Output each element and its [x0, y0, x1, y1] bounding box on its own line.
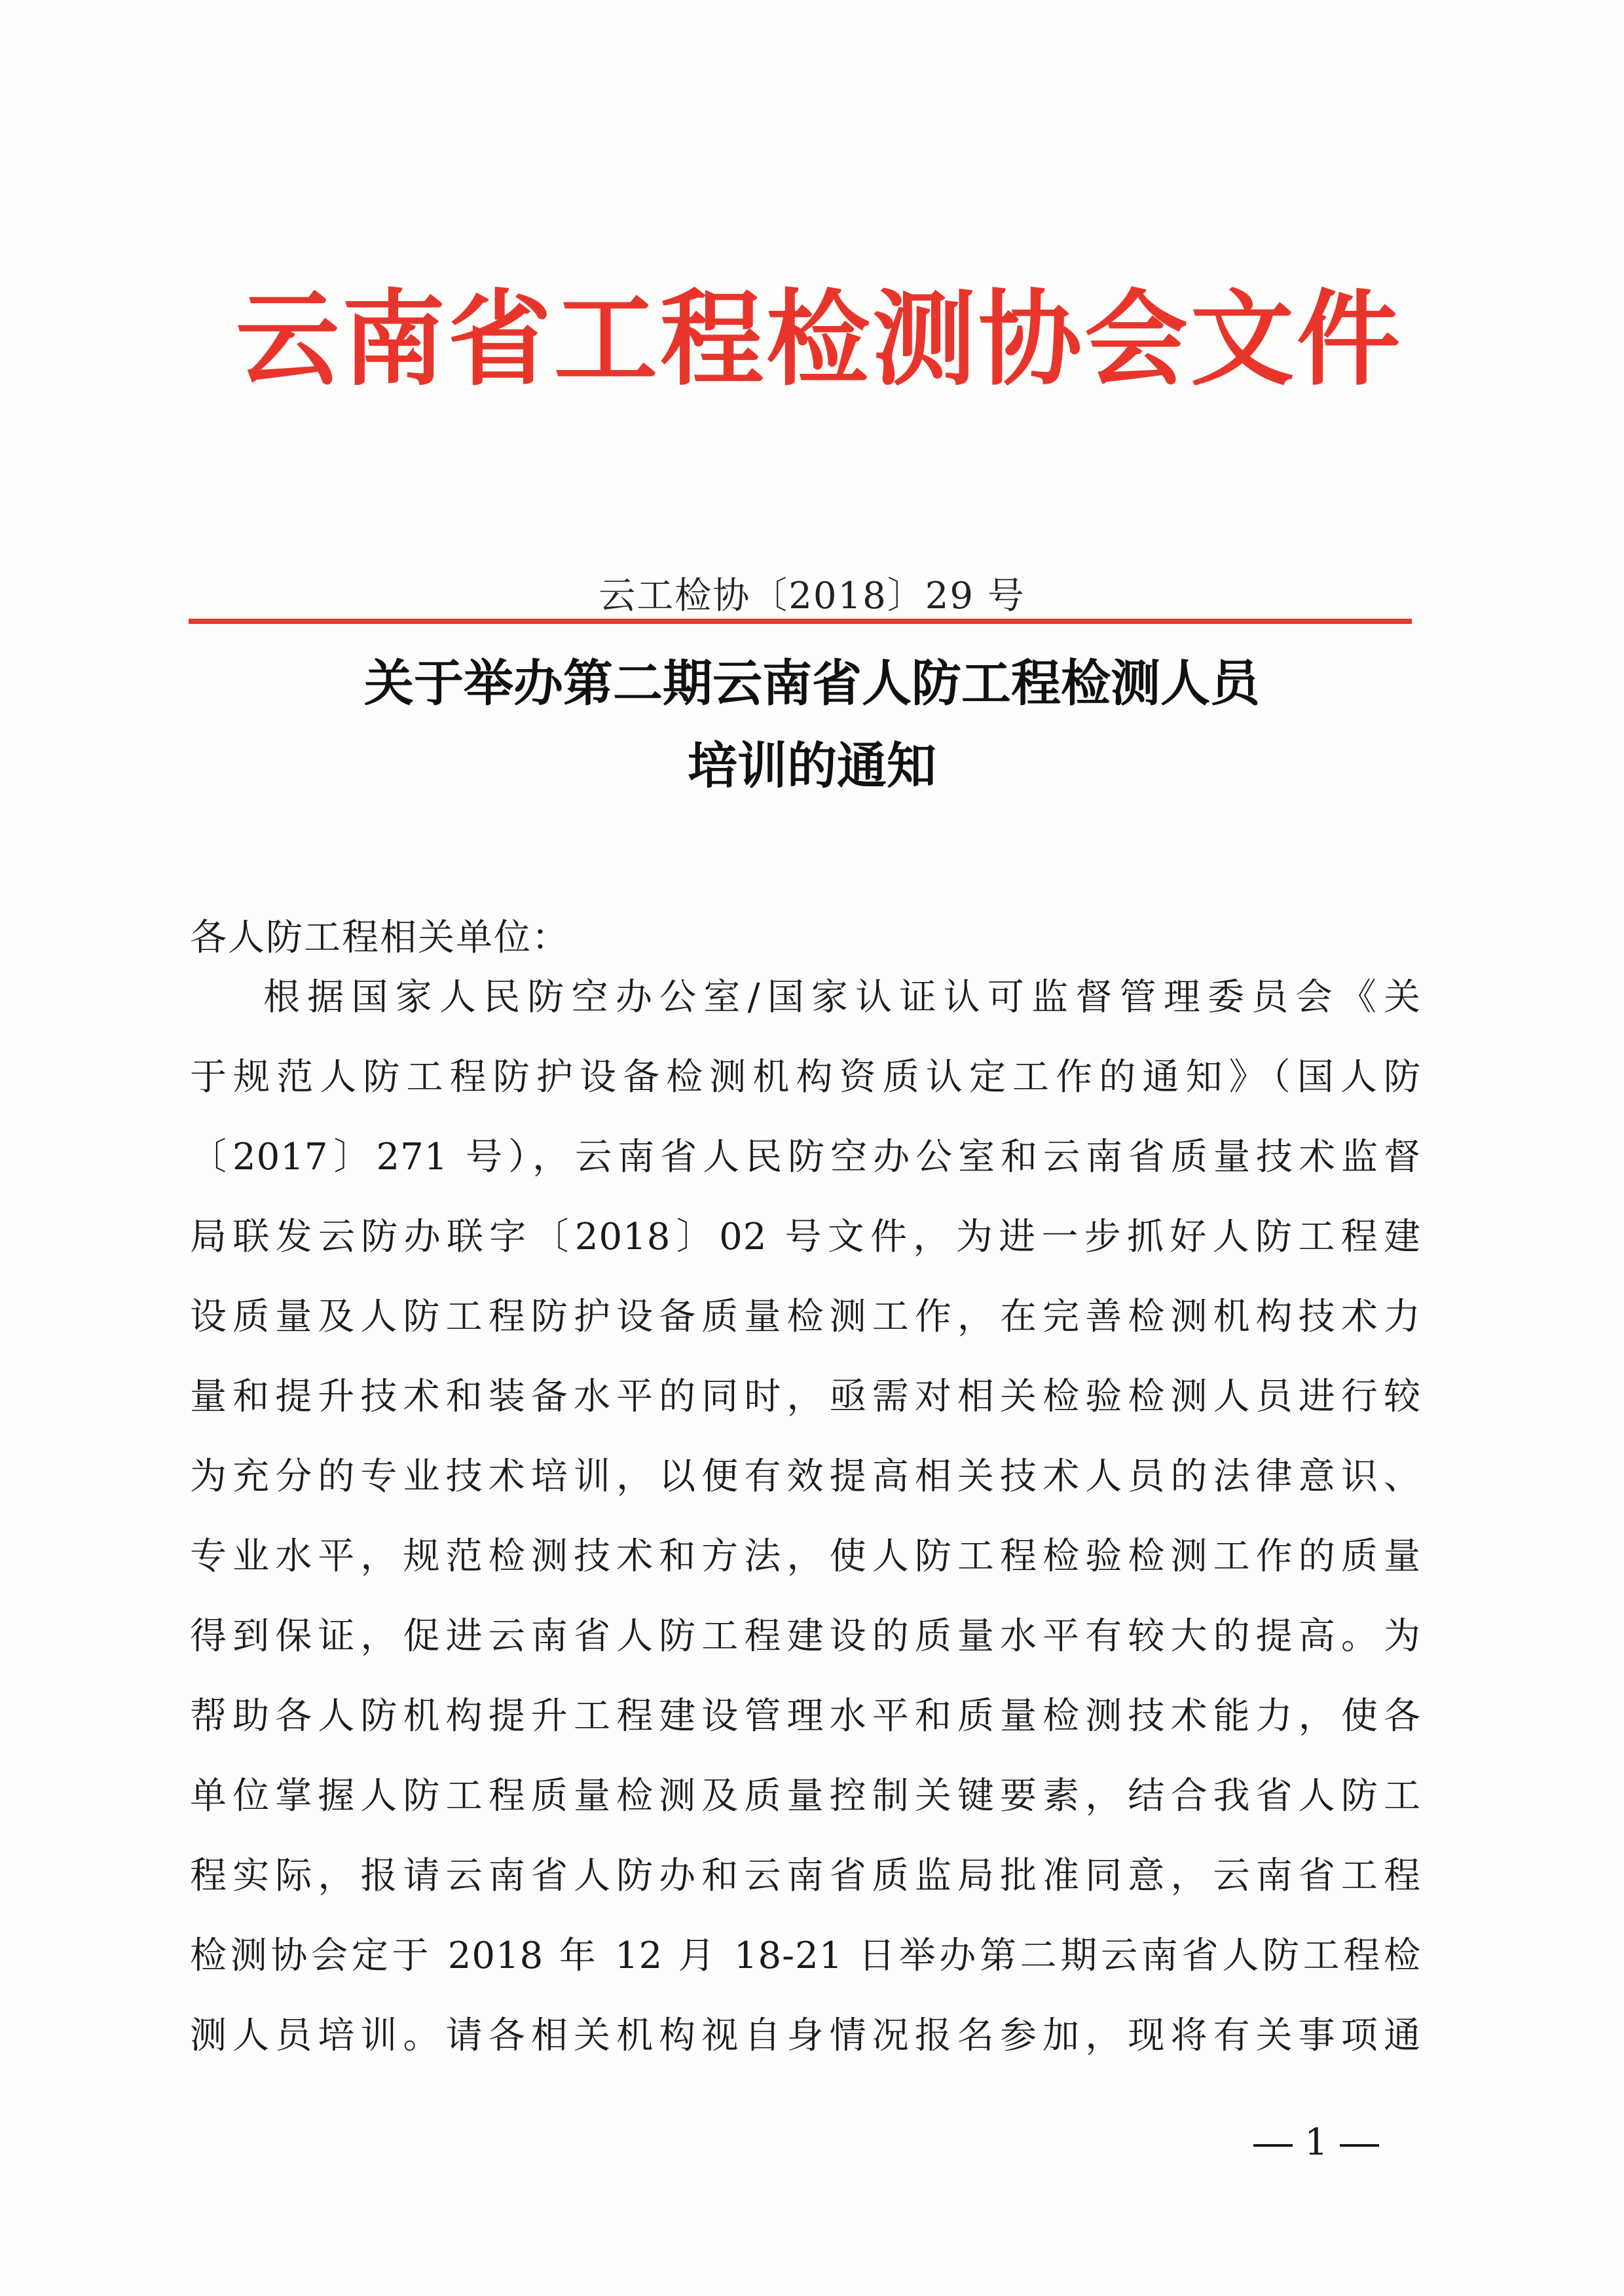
body-line: 于规范人防工程防护设备检测机构资质认定工作的通知》（国人防 [190, 1056, 1421, 1099]
body-line: 得到保证，促进云南省人防工程建设的质量水平有较大的提高。为 [190, 1615, 1421, 1658]
document-header-title: 云南省工程检测协会文件 [236, 280, 1403, 400]
notice-title-line-1: 关于举办第二期云南省人防工程检测人员 [364, 654, 1260, 712]
body-line: 测人员培训。请各相关机构视自身情况报名参加，现将有关事项通 [190, 2014, 1421, 2057]
body-line: 根据国家人民防空办公室/国家认证认可监督管理委员会《关 [263, 976, 1421, 1019]
page-number-dash-left [1253, 2144, 1293, 2147]
body-line: 设质量及人防工程防护设备质量检测工作，在完善检测机构技术力 [190, 1296, 1421, 1338]
body-line: 为充分的专业技术培训，以便有效提高相关技术人员的法律意识、 [190, 1455, 1421, 1498]
document-number: 云工检协〔2018〕29 号 [599, 575, 1025, 617]
body-line: 程实际，报请云南省人防办和云南省质监局批准同意，云南省工程 [190, 1855, 1421, 1897]
page-number-value: 1 [1304, 2121, 1328, 2164]
body-line: 局联发云防办联字〔2018〕02 号文件，为进一步抓好人防工程建 [190, 1216, 1421, 1258]
red-divider [189, 619, 1412, 624]
salutation: 各人防工程相关单位： [190, 917, 570, 959]
body-line: 帮助各人防机构提升工程建设管理水平和质量检测技术能力，使各 [190, 1695, 1421, 1738]
page-number-dash-right [1340, 2144, 1379, 2147]
notice-title-line-2: 培训的通知 [688, 737, 936, 795]
page-number [1231, 2121, 1401, 2164]
body-line: 〔2017〕271 号），云南省人民防空办公室和云南省质量技术监督 [190, 1136, 1421, 1178]
body-line: 检测协会定于 2018 年 12 月 18-21 日举办第二期云南省人防工程检 [190, 1935, 1421, 1977]
body-line: 单位掌握人防工程质量检测及质量控制关键要素，结合我省人防工 [190, 1775, 1421, 1817]
body-line: 量和提升技术和装备水平的同时，亟需对相关检验检测人员进行较 [190, 1376, 1421, 1418]
body-line: 专业水平，规范检测技术和方法，使人防工程检验检测工作的质量 [190, 1535, 1421, 1578]
